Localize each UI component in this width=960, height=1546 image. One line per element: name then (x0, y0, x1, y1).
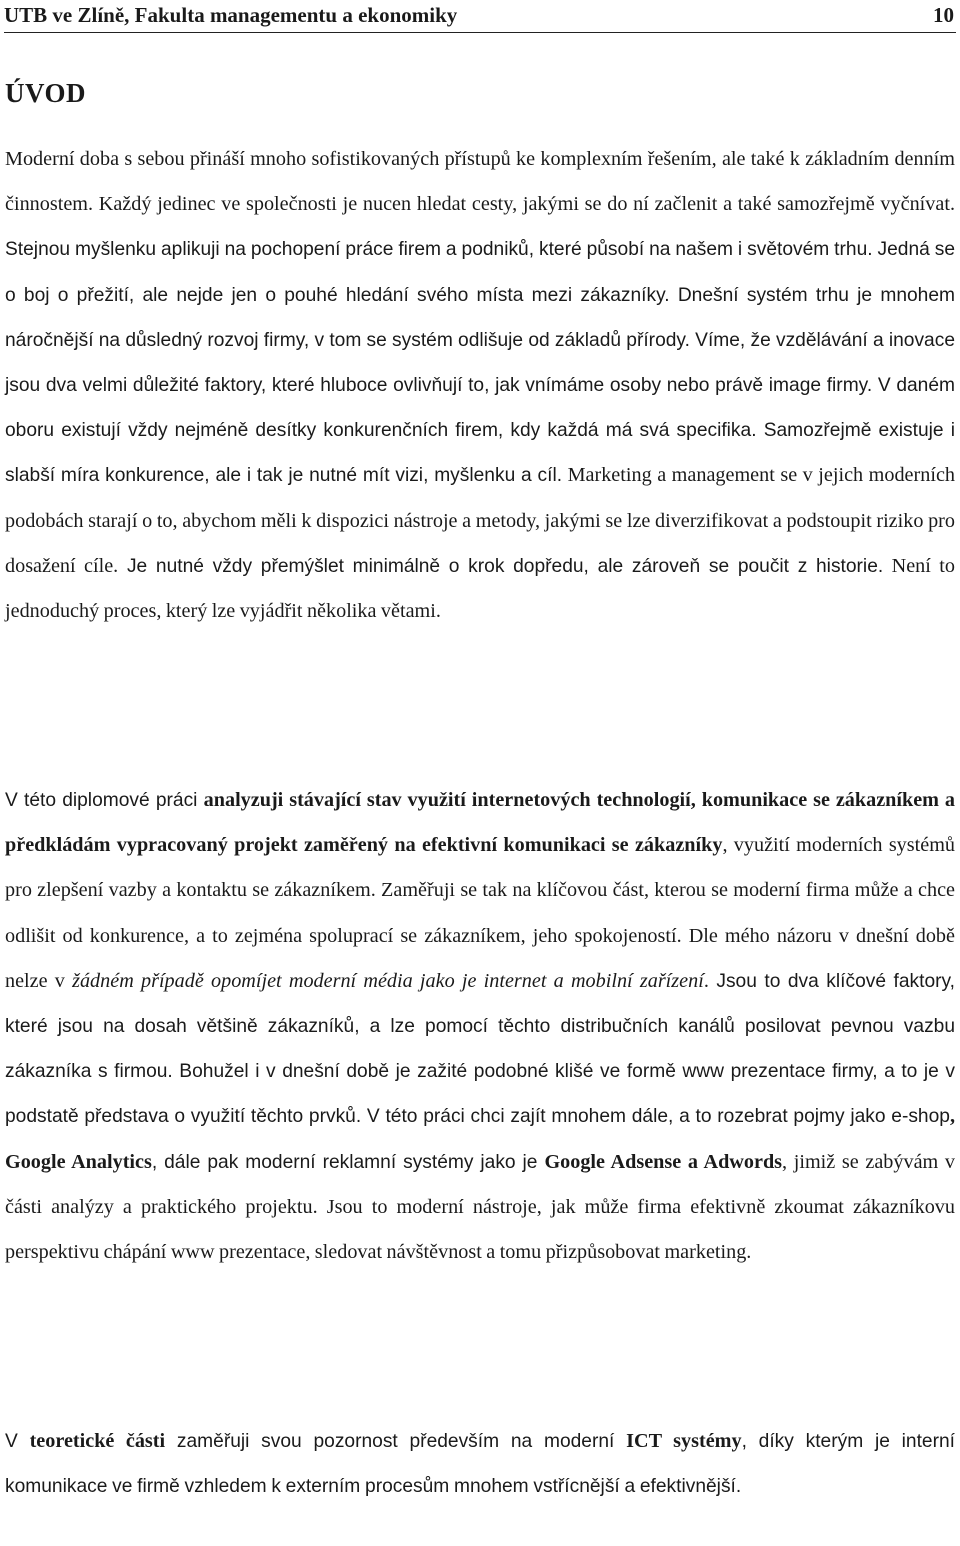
p2-sentence-2: Jsou to dva klíčové faktory, které jsou na dosah většině zákazníků, a lze pomocí těchto distribučních kanálů posilovat pevnou vazbu zákazníka s firmou. (5, 970, 956, 1083)
p2-text-2: , využití moderních systémů pro zlepšení vazby a kontaktu se zákazníkem. (5, 834, 955, 902)
p2-text-5: Bohužel i v dnešní době je zažité podobné klišé ve formě www prezentace firmy, a to je v podstatě představa o využití těchto prvků. (5, 1061, 955, 1128)
p3-bold-theory: teoretické části (29, 1430, 166, 1452)
paragraph-intro (5, 137, 955, 634)
paragraph-theory (5, 1419, 955, 1509)
p2-bold-analytics: , Google Analytics (5, 1105, 955, 1173)
p2-text-7: , dále pak moderní reklamní systémy jako je (151, 1151, 545, 1173)
header-page-number: 10 (933, 2, 954, 27)
p3-text-2: zaměřuji svou pozornost především na moderní (165, 1431, 627, 1452)
p2-bold-adsense: Google Adsense a Adwords (544, 1150, 783, 1173)
p1-sentence-3: Stejnou myšlenku aplikuji na pochopení práce firem a podniků, které působí na našem i světovém trhu. (5, 239, 873, 261)
paragraph-thesis-aim (5, 778, 955, 1275)
page-header (4, 0, 954, 30)
p2-text-6: V této práci chci zajít mnohem dále, a to rozebrat pojmy jako e-shop (361, 1106, 950, 1128)
p2-text-3: Dle mého názoru v dnešní době nelze v (5, 924, 955, 992)
p3-text-1: V (5, 1431, 30, 1452)
p1-sentence-1: Moderní doba s sebou přináší mnoho sofistikovaných přístupů ke komplexním řešením, ale také k základním denním činnostem. (5, 148, 955, 216)
p1-sentence-2: Každý jedinec ve společnosti je nucen hledat cesty, jakými se do ní začlenit a také samozřejmě vyčnívat. (93, 193, 955, 216)
p1-sentence-6: Víme, že vzdělávání a inovace jsou dva velmi důležité faktory, které hluboce ovlivňují to, jak vnímáme osoby nebo právě image firmy. (5, 329, 955, 397)
p2-bold-aim: analyzuji stávající stav využití internetových technologií, komunikace se zákazníkem a předkládám vypracovaný projekt zaměřený na efektivní komunikaci se zákazníky (5, 789, 956, 857)
p1-sentence-7: V daném oboru existují vždy nejméně desítky konkurenčních firem, kdy každá má svá specifika. (5, 375, 955, 442)
p3-text-3: , díky kterým je interní komunikace ve firmě vzhledem k externím procesům mnohem vstřícnější a efektivnější. (5, 1431, 955, 1498)
p2-italic-media: žádném případě opomíjet moderní média jako je internet a mobilní zařízení (72, 969, 704, 992)
p2-sentence-1: Zaměřuji se tak na klíčovou část, kterou se moderní firma může a chce odlišit od konkurence, a to zejména spoluprací se zákazníkem, jeho spokojeností. (5, 879, 955, 947)
p1-sentence-5: Dnešní systém trhu je mnohem náročnější na důsledný rozvoj firmy, v tom se systém odlišuje od základů přírody. (5, 284, 955, 351)
p1-sentence-4: Jedná se o boj o přežití, ale nejde jen o pouhé hledání svého místa mezi zákazníky. (5, 239, 955, 306)
p1-sentence-11: Není to jednoduchý proces, který lze vyjádřit několika větami. (5, 554, 955, 623)
header-school-name: UTB ve Zlíně, Fakulta managementu a ekonomiky (4, 2, 458, 27)
p1-sentence-8: Samozřejmě existuje i slabší míra konkurence, ale i tak je nutné mít vizi, myšlenku a cíl. (5, 420, 955, 487)
p3-bold-ict: ICT systémy (626, 1430, 742, 1452)
p2-sentence-3: Jsou to moderní nástroje, jak může firma efektivně zkoumat zákazníkovu perspektivu chápání www prezentace, sledovat návštěvnost a tomu přizpůsobovat marketing. (5, 1195, 955, 1264)
p2-text-4: . (703, 969, 709, 992)
p2-text-8: , jimiž se zabývám v části analýzy a praktického projektu. (5, 1150, 955, 1218)
p1-sentence-9: Marketing a management se v jejich moderních podobách starají o to, abychom měli k dispozici nástroje a metody, jakými se lze diverzifikovat a podstoupit riziko pro dosažení cíle. (5, 464, 955, 577)
header-divider (4, 32, 956, 33)
p1-sentence-10: Je nutné vždy přemýšlet minimálně o krok dopředu, ale zároveň se poučit z historie. (118, 555, 884, 577)
section-heading: ÚVOD (5, 78, 86, 108)
p2-text-1: V této diplomové práci (5, 790, 204, 811)
